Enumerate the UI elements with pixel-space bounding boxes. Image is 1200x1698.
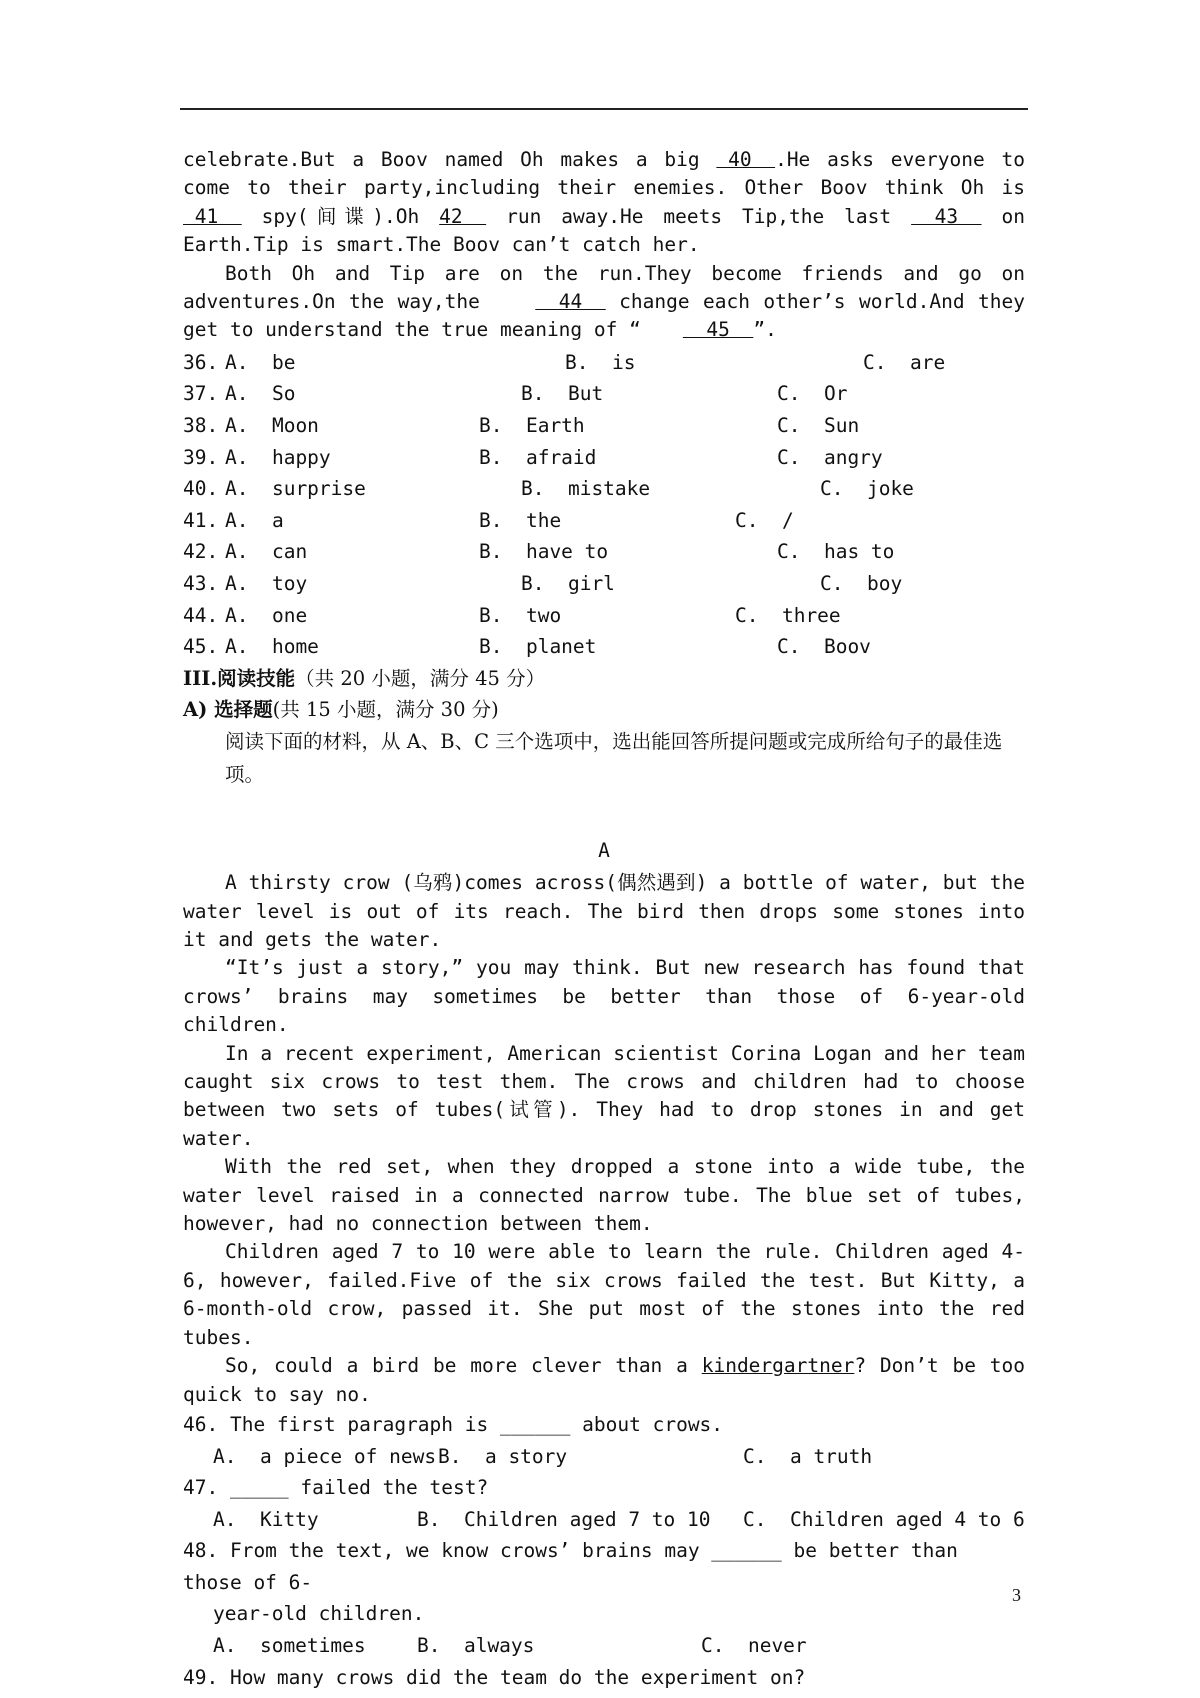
question-stem-cont: year-old children. xyxy=(213,1602,425,1626)
question-options: A. a piece of news B. a story C. a truth xyxy=(213,1444,873,1468)
reading-paragraph-6: So, could a bird be more clever than a kindergartner? Don’t be too quick to say no. xyxy=(183,1354,1025,1406)
option-row-42: 42. A. can B. have to C. has to xyxy=(183,540,895,564)
cloze-paragraph-1: celebrate.But a Boov named Oh makes a big 40 .He asks everyone to come to their party,including their enemies. Other Boov think Oh is 41 spy(间谍).Oh 42 run away.He meets Tip,the last 43 on Earth.Tip is smart.The Boov can’t catch her. xyxy=(183,148,1025,257)
header-rule xyxy=(180,108,1028,110)
section-instruction: 阅读下面的材料，从 A、B、C 三个选项中，选出能回答所提问题或完成所给句子的最佳选项。 xyxy=(225,729,1003,786)
blank-41: 41 xyxy=(183,204,242,228)
section-3a-heading: A) 选择题(共 15 小题，满分 30 分) xyxy=(183,697,499,721)
question-options: A. sometimes B. always C. never xyxy=(213,1634,807,1658)
blank-43: 43 xyxy=(911,204,982,228)
option-row-39: 39. A. happy B. afraid C. angry xyxy=(183,445,883,469)
cloze-options xyxy=(183,347,1025,663)
page-content xyxy=(183,146,1025,1693)
option-row-43: 43. A. toy B. girl C. boy xyxy=(183,572,903,595)
reading-paragraph-5: Children aged 7 to 10 were able to learn the rule. Children aged 4-6, however, failed.Five of the six crows failed the test. But Kitty, a 6-month-old crow, passed it. She put most of the stones into the red tubes. xyxy=(183,1240,1025,1349)
option-row-36: 36. A. be B. is C. are xyxy=(183,350,946,374)
question-48 xyxy=(183,1535,1025,1661)
passage-label: A xyxy=(598,838,610,862)
option-row-37: 37. A. So B. But C. Or xyxy=(183,382,848,406)
option-row-44: 44. A. one B. two C. three xyxy=(183,603,841,627)
underlined-word: kindergartner xyxy=(701,1354,855,1378)
blank-45: 45 xyxy=(682,318,754,342)
option-row-41: 41. A. a B. the C. / xyxy=(183,508,794,532)
question-stem: 48. From the text, we know crows’ brains may ______ be better than those of 6- xyxy=(183,1539,958,1594)
section-3-heading: III.阅读技能（共 20 小题，满分 45 分） xyxy=(183,666,546,690)
cloze-paragraph-2: Both Oh and Tip are on the run.They become friends and go on adventures.On the way,the 44 change each other’s world.And they get to understand the true meaning of “ 45 ”. xyxy=(183,260,1025,345)
question-49: 49. How many crows did the team do the experiment on? xyxy=(183,1665,806,1689)
blank-44: 44 xyxy=(535,290,606,314)
option-row-40: 40. A. surprise B. mistake C. joke xyxy=(183,477,914,501)
option-row-45: 45. A. home B. planet C. Boov xyxy=(183,635,871,659)
reading-paragraph-2: “It’s just a story,” you may think. But new research has found that crows’ brains may sometimes be better than those of 6-year-old children. xyxy=(183,956,1025,1037)
question-47 xyxy=(183,1472,1025,1535)
blank-42: 42 xyxy=(439,204,487,228)
reading-paragraph-4: With the red set, when they dropped a stone into a wide tube, the water level raised in a connected narrow tube. The blue set of tubes, however, had no connection between them. xyxy=(183,1155,1025,1236)
page-number: 3 xyxy=(1012,1585,1021,1605)
blank-40: 40 xyxy=(716,148,776,171)
question-stem: 46. The first paragraph is ______ about crows. xyxy=(183,1412,724,1436)
question-46 xyxy=(183,1409,1025,1472)
option-row-38: 38. A. Moon B. Earth C. Sun xyxy=(183,414,860,438)
question-options: A. Kitty B. Children aged 7 to 10 C. Children aged 4 to 6 xyxy=(213,1507,1025,1531)
reading-paragraph-3: In a recent experiment, American scientist Corina Logan and her team caught six crows to test them. The crows and children had to choose between two sets of tubes(试管). They had to drop stones in and get water. xyxy=(183,1041,1025,1150)
question-stem: 47. _____ failed the test? xyxy=(183,1476,489,1500)
reading-paragraph-1: A thirsty crow (乌鸦)comes across(偶然遇到) a bottle of water, but the water level is out of its reach. The bird then drops some stones into it and gets the water. xyxy=(183,871,1025,951)
